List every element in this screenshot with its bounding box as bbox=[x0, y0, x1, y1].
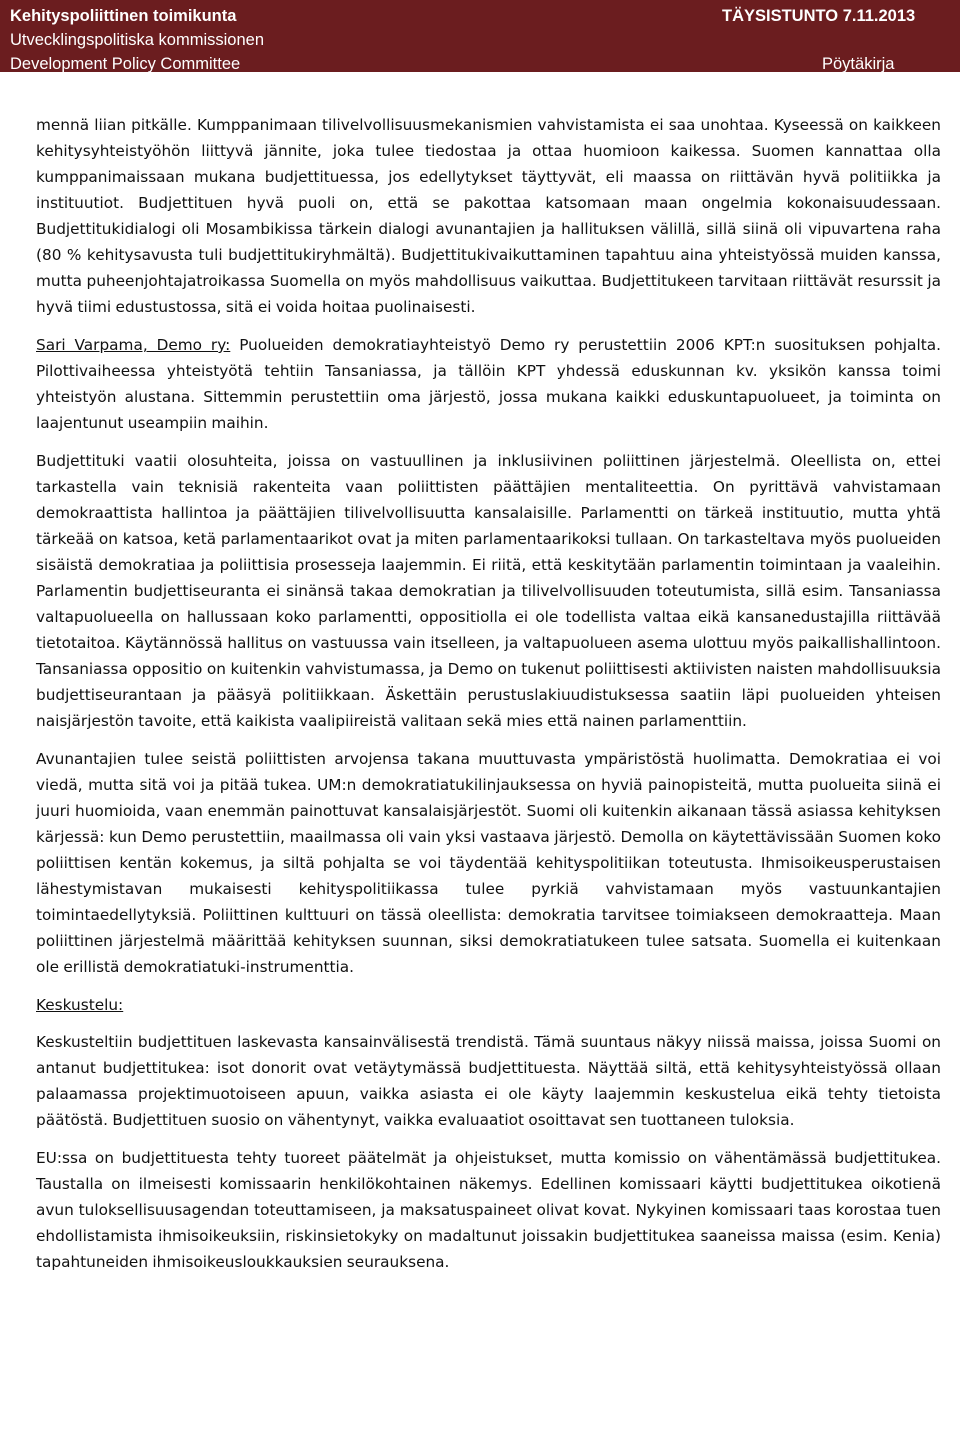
document-body bbox=[36, 112, 941, 1287]
committee-name-fi: Kehityspoliittinen toimikunta bbox=[10, 7, 237, 25]
document-type: Pöytäkirja bbox=[822, 55, 895, 73]
paragraph-budget-support-continued: mennä liian pitkälle. Kumppanimaan tilivelvollisuusmekanismien vahvistamista ei saa unohtaa. Kyseessä on kaikkeen kehitysyhteistyöhön liittyvä jännite, joka tulee tiedostaa ja ottaa huomioon kaikessa. Suomen kannattaa olla kumppanimaissaan mukana budjettituessa, jos edellytykset täyttyvät, eli maassa on riittävän hyvä politiikka ja instituutiot. Budjettituen hyvä puoli on, että se pakottaa katsomaan maan ongelmia kokonaisuudessaan. Budjettitukidialogi oli Mosambikissa tärkein dialogi avunantajien ja hallituksen välillä, sillä siinä oli vipuvartena raha (80 % kehitysavusta tuli budjettitukiryhmältä). Budjettitukivaikuttaminen tapahtuu aina yhteistyössä muiden kanssa, mutta puheenjohtajatroikassa Suomella on myös mahdollisuus vaikuttaa. Budjettitukeen tarvitaan riittävät resurssit ja hyvä tiimi edustustossa, sitä ei voida hoitaa puolinaisesti. bbox=[36, 116, 941, 316]
meeting-title: TÄYSISTUNTO 7.11.2013 bbox=[722, 7, 916, 25]
meeting-info bbox=[722, 4, 915, 76]
paragraph-eu-budget-support: EU:ssa on budjettituesta tehty tuoreet päätelmät ja ohjeistukset, mutta komissio on vähentämässä budjettitukea. Taustalla on ilmeisesti komissaarin henkilökohtainen näkemys. Edellinen komissaari käytti budjettitukea oikotienä avun tuloksellisuusagendan toteuttamiseen, ja maksatuspaineet olivat kovat. Nykyinen komissaari taas korostaa tuen ehdollistamista ihmisoikeuksiin, riskinsietokyky on madaltunut joissakin budjettitukea saaneissa maissa (esim. Kenia) tapahtuneiden ihmisoikeusloukkauksien seurauksena. bbox=[36, 1149, 941, 1271]
discussion-heading: Keskustelu: bbox=[36, 996, 124, 1014]
committee-names bbox=[10, 4, 264, 76]
document-header bbox=[0, 0, 960, 72]
committee-name-en: Development Policy Committee bbox=[10, 55, 241, 73]
paragraph-democracy-conditions: Budjettituki vaatii olosuhteita, joissa on vastuullinen ja inklusiivinen poliittinen järjestelmä. Oleellista on, ettei tarkastella vain teknisiä rakenteita vaan poliittisten päättäjien mentaliteettia. On pyrittävä vahvistamaan demokraattista hallintoa ja päättäjien tilivelvollisuutta kansalaisille. Parlamentti on tärkeä instituutio, mutta yhtä tärkeää on katsoa, ketä parlamentaarikot ovat ja miten parlamentaarikoksi tullaan. On tarkasteltava myös puolueiden sisäistä demokratiaa ja poliittisia prosesseja laajemmin. Ei riitä, että keskitytään parlamentin toimintaan ja vaaleihin. Parlamentin budjettiseuranta ei sinänsä takaa demokratian ja tilivelvollisuuden toteutumista, sillä esim. Tansaniassa valtapuolueella on hallussaan koko parlamentti, oppositiolla ei ole todellista valtaa eikä kansanedustajilla riittävää tietotaitoa. Käytännössä hallitus on vastuussa vain itselleen, ja valtapuolueen asema ulottuu myös paikallishallintoon. Tansaniassa oppositio on kuitenkin vahvistumassa, ja Demo on tukenut poliittisesti aktiivisten naisten mahdollisuuksia budjettiseurantaan ja pääsyä politiikkaan. Äskettäin perustuslakiuudistuksessa saatiin läpi puolueiden yhteisen naisjärjestön tavoite, että kaikista vaalipiireistä valitaan sekä mies että nainen parlamenttiin. bbox=[36, 452, 941, 730]
paragraph-discussion-trend: Keskusteltiin budjettituen laskevasta kansainvälisestä trendistä. Tämä suuntaus näkyy niissä maissa, joissa Suomi on antanut budjettitukea: isot donorit ovat vetäytymässä budjettituesta. Näyttää siltä, että kehitysyhteistyössä ollaan palaamassa projektimuotoiseen apuun, vaikka asiasta ei ole käyty laajemmin keskustelua eikä tehty tietoista päätöstä. Budjettituen suosio on vähentynyt, vaikka evaluaatiot osoittavat sen tuottaneen tuloksia. bbox=[36, 1033, 941, 1129]
paragraph-demo-intro-text: Puolueiden demokratiayhteistyö Demo ry perustettiin 2006 KPT:n suosituksen pohjalta. Pilottivaiheessa yhteistyötä tehtiin Tansaniassa, ja tällöin KPT yhdessä eduskunnan kv. yksikön kanssa toimi yhteistyön alustana. Sittemmin perustettiin oma järjestö, jossa mukana kaikki eduskuntapuolueet, ja toiminta on laajentunut useampiin maihin. bbox=[36, 336, 941, 432]
section-heading-discussion bbox=[36, 992, 941, 1018]
committee-name-sv: Utvecklingspolitiska kommissionen bbox=[10, 31, 265, 49]
speaker-name: Sari Varpama, Demo ry: bbox=[36, 336, 231, 354]
paragraph-demo-intro bbox=[36, 332, 941, 436]
paragraph-donor-values: Avunantajien tulee seistä poliittisten arvojensa takana muuttuvasta ympäristöstä huolimatta. Demokratiaa ei voi viedä, mutta sitä voi ja pitää tukea. UM:n demokratiatukilinjauksessa on hyviä painopisteitä, mutta puolueita siinä ei juuri huomioida, vaan enemmän painottuvat kansalaisjärjestöt. Suomi oli kuitenkin aikanaan tässä asiassa kehityksen kärjessä: kun Demo perustettiin, maailmassa oli vain yksi vastaava järjestö. Demolla on käytettävissään Suomen koko poliittisen kentän kokemus, ja siltä pohjalta se voi täydentää kehityspolitiikan toteutusta. Ihmisoikeusperustaisen lähestymistavan mukaisesti kehityspolitiikassa tulee pyrkiä vahvistamaan myös vastuunkantajien toimintaedellytyksiä. Poliittinen kulttuuri on tässä oleellista: demokratia tarvitsee toimiakseen demokraatteja. Maan poliittinen järjestelmä määrittää kehityksen suunnan, siksi demokratiatukeen tulee satsata. Suomella ei kuitenkaan ole erillistä demokratiatuki-instrumenttia. bbox=[36, 750, 941, 976]
